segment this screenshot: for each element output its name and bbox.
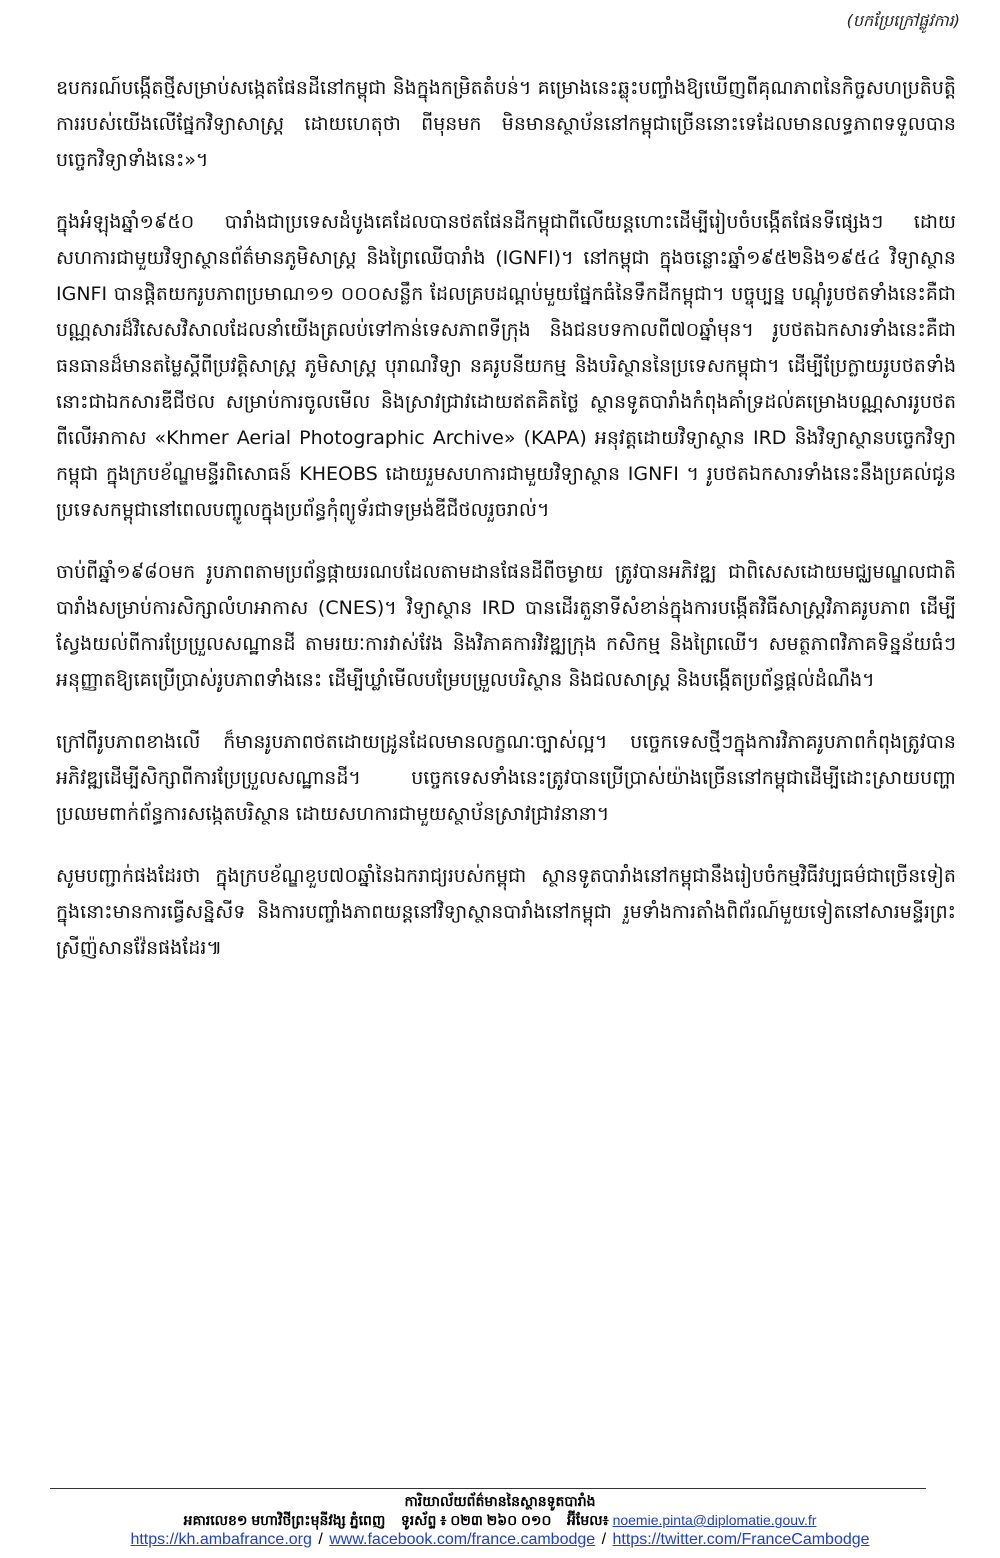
footer-link-facebook[interactable]: www.facebook.com/france.cambodge [329, 1531, 596, 1548]
paragraph: ឧបករណ៍បង្កើតថ្មីសម្រាប់សង្កេតផែនដីនៅកម្ពុជា និងក្នុងកម្រិតតំបន់។ គម្រោងនេះឆ្លុះបញ្ចាំងឱ្យឃើញពីគុណភាពនៃកិច្ចសហប្រតិបត្តិការរបស់យើងលើផ្នែកវិទ្យាសាស្ត្រ ដោយហេតុថា ពីមុនមក មិនមានស្ថាប័ននៅកម្ពុជាច្រើននោះទេដែលមានលទ្ធភាពទទួលបានបច្ចេកវិទ្យាទាំងនេះ»។ [56, 77, 956, 171]
paragraph: ក្រៅពីរូបភាពខាងលើ ក៏មានរូបភាពថតដោយដ្រូនដែលមានលក្ខណៈច្បាស់ល្អ។ បច្ចេកទេសថ្មីៗក្នុងការវិភាគរូបភាពកំពុងត្រូវបានអភិវឌ្ឍដើម្បីសិក្សាពីការប្រែប្រួលសណ្ឋានដី។ បច្ចេកទេសទាំងនេះត្រូវបានប្រើប្រាស់យ៉ាងច្រើននៅកម្ពុជាដើម្បីដោះស្រាយបញ្ហាប្រឈមពាក់ព័ន្ធការសង្កេតបរិស្ថាន ដោយសហការជាមួយស្ថាប័នស្រាវជ្រាវនានា។ [56, 731, 956, 825]
footer-office-title: ការិយាល័យព័ត៌មាននៃស្ថានទូតបារាំង [404, 1493, 596, 1509]
article-body [56, 70, 956, 992]
footer-link-separator: / [601, 1531, 607, 1548]
paragraph: ក្នុងអំឡុងឆ្នាំ១៩៥០ បារាំងជាប្រទេសដំបូងគេដែលបានថតផែនដីកម្ពុជាពីលើយន្តហោះដើម្បីរៀបចំបង្កើតផែនទីផ្សេងៗ ដោយសហការជាមួយវិទ្យាស្ថានព័ត៌មានភូមិសាស្ត្រ និងព្រៃឈើបារាំង (IGNFI)។ នៅកម្ពុជា ក្នុងចន្លោះឆ្នាំ១៩៥២និង១៩៥៤ វិទ្យាស្ថាន IGNFI បានផ្តិតយករូបភាពប្រមាណ១១ ០០០សន្លឹក ដែលគ្របដណ្តប់មួយផ្នែកធំនៃទឹកដីកម្ពុជា។ បច្ចុប្បន្ន បណ្តុំរូបថតទាំងនេះគឺជាបណ្ណសារដ៏វិសេសវិសាលដែលនាំយើងត្រលប់ទៅកាន់ទេសភាពទីក្រុង និងជនបទកាលពី៧០ឆ្នាំមុន។ រូបថតឯកសារទាំងនេះគឺជាធនធានដ៏មានតម្លៃស្តីពីប្រវត្តិសាស្ត្រ ភូមិសាស្ត្រ បុរាណវិទ្យា នគរូបនីយកម្ម និងបរិស្ថាននៃប្រទេសកម្ពុជា។ ដើម្បីប្រែក្លាយរូបថតទាំងនោះជាឯកសារឌីជីថល សម្រាប់ការចូលមើល និងស្រាវជ្រាវដោយឥតគិតថ្លៃ ស្ថានទូតបារាំងកំពុងគាំទ្រដល់គម្រោងបណ្ណសាររូបថតពីលើអាកាស «Khmer Aerial Photographic Archive» (KAPA) អនុវត្តដោយវិទ្យាស្ថាន IRD និងវិទ្យាស្ថានបច្ចេកវិទ្យាកម្ពុជា ក្នុងក្របខ័ណ្ឌមន្ទីរពិសោធន៍ KHEOBS ដោយរួមសហការជាមួយវិទ្យាស្ថាន IGNFI ។ រូបថតឯកសារទាំងនេះនឹងប្រគល់ជូនប្រទេសកម្ពុជានៅពេលបញ្ចូលក្នុងប្រព័ន្ធកុំព្យូទ័រជាទម្រង់ឌីជីថលរួចរាល់។ [56, 211, 956, 521]
footer-contact-line [0, 1511, 1000, 1530]
footer-link-separator: / [318, 1531, 323, 1548]
footer-link-website[interactable]: https://kh.ambafrance.org [130, 1531, 312, 1548]
paragraph: សូមបញ្ជាក់ផងដែរថា ក្នុងក្របខ័ណ្ឌខួប៧០ឆ្នាំនៃឯករាជ្យរបស់កម្ពុជា ស្ថានទូតបារាំងនៅកម្ពុជានឹងរៀបចំកម្មវិធីវប្បធម៌ជាច្រើនទៀត ក្នុងនោះមានការធ្វើសន្និសីទ និងការបញ្ចាំងភាពយន្តនៅវិទ្យាស្ថានបារាំងនៅកម្ពុជា រួមទាំងការតាំងពិព័រណ៍មួយទៀតនៅសារមន្ទីរព្រះស្រីញ៉សានវ៉ែនផងដែរ៕ [56, 865, 956, 959]
paragraph: ចាប់ពីឆ្នាំ១៩៨០មក រូបភាពតាមប្រព័ន្ធផ្កាយរណបដែលតាមដានផែនដីពីចម្ងាយ ត្រូវបានអភិវឌ្ឍ ជាពិសេសដោយមជ្ឈមណ្ឌលជាតិបារាំងសម្រាប់ការសិក្សាលំហអាកាស (CNES)។ វិទ្យាស្ថាន IRD បានដើរតួនាទីសំខាន់ក្នុងការបង្កើតវិធីសាស្ត្រវិភាគរូបភាព ដើម្បីស្វែងយល់ពីការប្រែប្រួលសណ្ឋានដី តាមរយៈការវាស់វែង និងវិភាគការវិវឌ្ឍក្រុង កសិកម្ម និងព្រៃឈើ។ សមត្ថភាពវិភាគទិន្នន័យធំៗអនុញ្ញាតឱ្យគេប្រើប្រាស់រូបភាពទាំងនេះ ដើម្បីឃ្លាំមើលបម្រែបម្រួលបរិស្ថាន និងជលសាស្ត្រ និងបង្កើតប្រព័ន្ធផ្តល់ដំណឹង។ [56, 561, 956, 691]
footer-email-link[interactable]: noemie.pinta@diplomatie.gouv.fr [612, 1512, 817, 1528]
footer [0, 1492, 1000, 1550]
footer-address: អគារលេខ១ មហាវិថីព្រះមុនីវង្ស ភ្នំពេញ [183, 1512, 386, 1528]
footer-phone: ទូរស័ព្ទ ៖ ០២៣ ២៦០ ០១០ [400, 1512, 552, 1528]
footer-links [0, 1530, 1000, 1550]
footer-divider [50, 1488, 926, 1489]
continuation-note: (បកប្រែក្រៅផ្លូវការ) [846, 11, 960, 30]
footer-link-twitter[interactable]: https://twitter.com/FranceCambodge [612, 1531, 870, 1548]
footer-email-label: អ៊ីមែល៖ [566, 1512, 609, 1528]
